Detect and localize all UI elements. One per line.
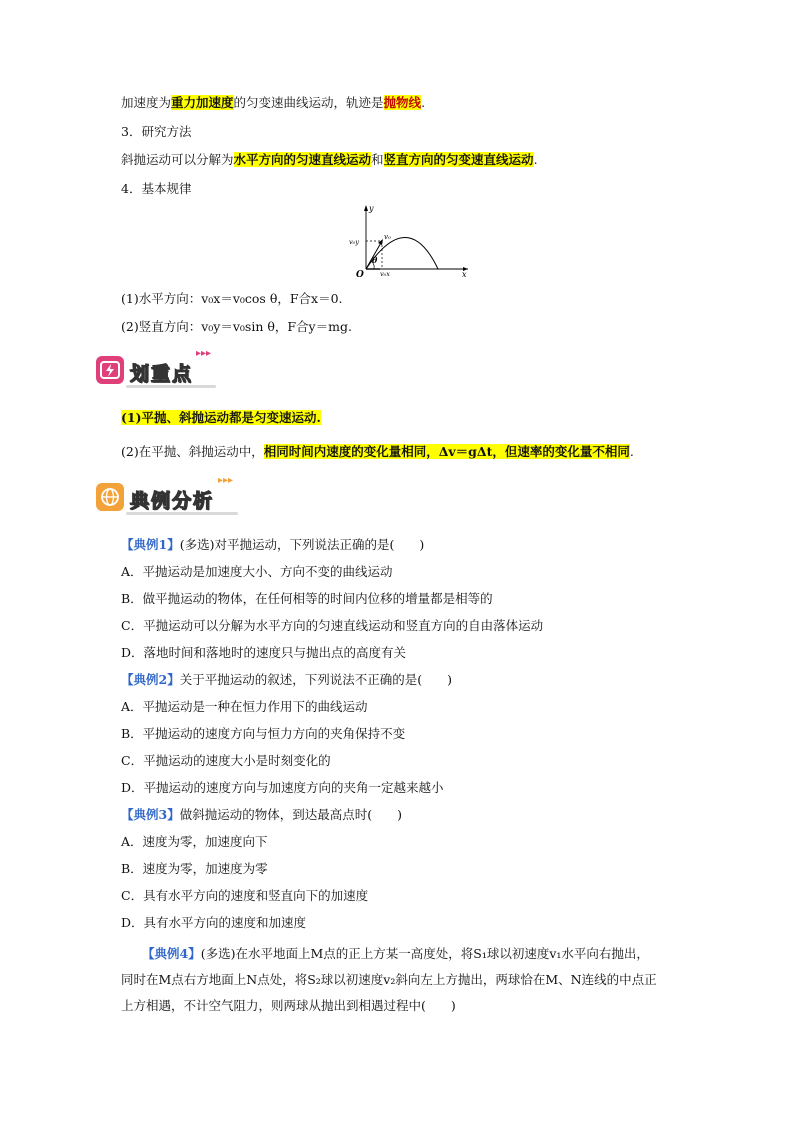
example-3-option-c: C．具有水平方向的速度和竖直向下的加速度 [121,888,369,903]
example-2-option-a: A．平抛运动是一种在恒力作用下的曲线运动 [121,699,368,714]
triangle-marks-icon-2: ▸▸▸ [218,475,234,486]
key-points-badge-icon [96,356,124,384]
key-point-2-pre: (2)在平抛、斜抛运动中， [121,444,264,459]
v0y-label: v₀y [349,238,359,246]
rule-vertical: (2)竖直方向：v₀y＝v₀sin θ，F合y＝mg. [121,319,352,334]
highlight-horizontal: 水平方向的匀速直线运动 [233,152,372,167]
sec3-end: . [533,152,538,167]
header-underline [126,385,216,388]
origin-label: O [356,270,364,278]
example-3-option-a: A．速度为零，加速度向下 [121,834,268,849]
lightning-icon [96,356,124,384]
example-3-stem [121,806,402,824]
example-3-option-b: B．速度为零，加速度为零 [121,861,268,876]
sec3-and: 和 [371,152,384,167]
y-label: y [369,204,374,213]
example-1-option-a: A．平抛运动是加速度大小、方向不变的曲线运动 [121,564,393,579]
sec3-text: 斜抛运动可以分解为 [121,152,234,167]
rule-horizontal: (1)水平方向：v₀x＝v₀cos θ，F合x＝0. [121,291,343,306]
v0x-label: v₀x [380,270,390,278]
key-points-title: 划重点 [130,363,194,385]
example-1-tag: 【典例1】 [121,537,180,552]
example-2-option-c: C．平抛运动的速度大小是时刻变化的 [121,753,331,768]
v0-label: v₀ [384,233,391,241]
intro-line [121,94,425,112]
example-2-option-d: D．平抛运动的速度方向与加速度方向的夹角一定越来越小 [121,780,444,795]
section-3-title: 3．研究方法 [121,124,192,139]
example-3-question: 做斜抛运动的物体，到达最高点时( ) [179,807,402,822]
section-3-body [121,151,538,169]
example-4-tag: 【典例4】 [142,946,201,961]
key-points-header [96,350,266,390]
key-point-1 [121,409,321,427]
example-1-option-b: B．做平抛运动的物体，在任何相等的时间内位移的增量都是相等的 [121,591,493,606]
example-4-line-1 [142,945,649,963]
example-1-option-c: C．平抛运动可以分解为水平方向的匀速直线运动和竖直方向的自由落体运动 [121,618,544,633]
example-3-tag: 【典例3】 [121,807,180,822]
key-point-2-end: . [629,444,634,459]
intro-end: . [421,95,426,110]
example-2-option-b: B．平抛运动的速度方向与恒力方向的夹角保持不变 [121,726,406,741]
triangle-marks-icon: ▸▸▸ [196,348,212,359]
example-2-stem [121,671,452,689]
theta-label: θ [372,255,378,265]
examples-title: 典例分析 [130,490,215,512]
examples-header [96,477,266,517]
example-4-line-2: 同时在M点右方地面上N点处，将S₂球以初速度v₂斜向左上方抛出，两球恰在M、N连线的中点正 [121,972,657,987]
key-point-2 [121,443,634,461]
header-underline-2 [126,512,238,515]
key-point-1-text: (1)平抛、斜抛运动都是匀变速运动. [121,410,321,425]
example-4-text-1: (多选)在水平地面上M点的正上方某一高度处，将S₁球以初速度v₁水平向右抛出， [200,946,649,961]
x-label: x [462,270,467,278]
example-3-option-d: D．具有水平方向的速度和加速度 [121,915,307,930]
example-1-question: (多选)对平抛运动，下列说法正确的是( ) [179,537,425,552]
example-2-question: 关于平抛运动的叙述，下列说法不正确的是( ) [179,672,452,687]
examples-badge-icon [96,483,124,511]
highlight-velocity-change: 相同时间内速度的变化量相同，Δv＝gΔt，但速率的变化量不相同 [263,444,630,459]
example-4-line-3: 上方相遇，不计空气阻力，则两球从抛出到相遇过程中( ) [121,998,456,1013]
projectile-diagram [346,203,476,278]
highlight-vertical: 竖直方向的匀变速直线运动 [383,152,534,167]
example-1-option-d: D．落地时间和落地时的速度只与抛出点的高度有关 [121,645,407,660]
example-2-tag: 【典例2】 [121,672,180,687]
section-4-title: 4．基本规律 [121,181,192,196]
example-1-stem [121,536,424,554]
y-axis-arrow-icon [364,205,368,211]
highlight-parabola: 抛物线 [383,95,422,110]
intro-text-mid: 的匀变速曲线运动，轨迹是 [233,95,384,110]
globe-icon [96,483,124,511]
intro-text: 加速度为 [121,95,172,110]
highlight-gravity-accel: 重力加速度 [171,95,234,110]
